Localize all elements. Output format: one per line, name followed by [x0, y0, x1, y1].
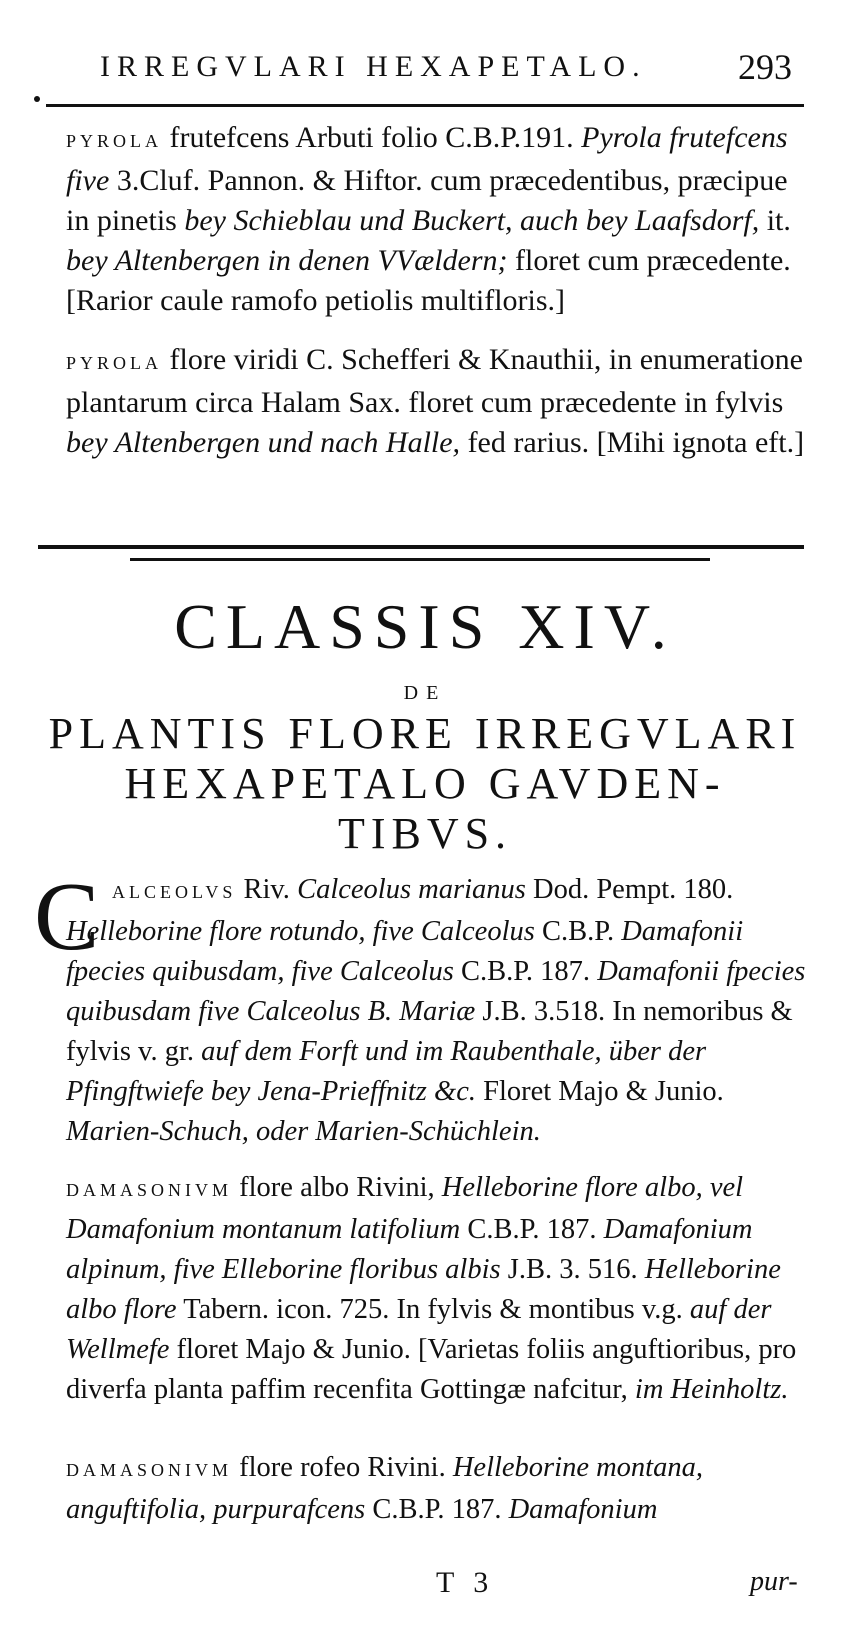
- page-number: 293: [738, 47, 792, 87]
- text-run: flore viridi C. Schefferi & Knauthii, in enumeratione plantarum circa Halam Sax. floret cum præcedente in fylvis: [66, 343, 803, 419]
- italic-run: auf der Wellmefe: [66, 1294, 772, 1365]
- running-title: IRREGVLARI HEXAPETALO.: [100, 50, 647, 83]
- italic-run: Marien-Schuch, oder Marien-Schüchlein.: [66, 1116, 541, 1147]
- text-run: floret cum præcedente. [Rarior caule ramofo petiolis multifloris.]: [66, 244, 791, 317]
- italic-run: Helleborine albo flore: [66, 1254, 781, 1325]
- italic-run: Damafonium: [508, 1494, 658, 1525]
- italic-run: Helleborine montana, anguftifolia, purpurafcens: [66, 1452, 703, 1525]
- class-subheading-line3: TIBVS.: [337, 809, 513, 858]
- text-run: C.B.P. 187.: [460, 1214, 604, 1245]
- text-run: frutefcens Arbuti folio C.B.P.191.: [162, 121, 582, 154]
- calceolus-entry: [66, 870, 808, 1152]
- text-run: flore albo Rivini,: [232, 1172, 442, 1203]
- italic-run: bey Schieblau und Buckert, auch bey Laafsdorf,: [184, 204, 760, 237]
- section-rule-thin: [130, 558, 710, 561]
- text-run: 3.Cluf. Pannon. & Hiftor. cum præcedentibus, præcipue in pinetis: [66, 164, 788, 237]
- class-subheading-line2: HEXAPETALO GAVDEN-: [124, 759, 726, 808]
- damasonium-albo-entry: [66, 1168, 808, 1410]
- drop-cap: C: [34, 863, 100, 971]
- pyrola-small-caps: PYROLA: [66, 131, 163, 151]
- text-run: Riv.: [236, 874, 298, 905]
- pyrola-small-caps: PYROLA: [66, 353, 163, 373]
- calceolus-small-caps: ALCEOLVS: [112, 882, 237, 902]
- text-run: fed rarius. [Mihi ignota eft.]: [460, 426, 805, 459]
- class-de: DE: [403, 682, 447, 704]
- damasonium-roseo-entry: [66, 1448, 808, 1530]
- text-run: flore rofeo Rivini.: [232, 1452, 453, 1483]
- section-rule-thick: [38, 545, 804, 549]
- italic-run: Helleborine flore albo, vel Damafonium montanum latifolium: [66, 1172, 744, 1245]
- italic-run: Pyrola frutefcens five: [66, 121, 788, 197]
- damasonium-small-caps: DAMASONIVM: [66, 1460, 233, 1480]
- text-run: C.B.P. 187.: [365, 1494, 509, 1525]
- italic-run: bey Altenbergen in denen VVældern;: [66, 244, 508, 277]
- header-rule: [46, 104, 804, 107]
- header-dot: [34, 96, 40, 102]
- text-run: it.: [759, 204, 791, 237]
- class-subheading-line1: PLANTIS FLORE IRREGVLARI: [48, 709, 802, 758]
- italic-run: Damafonii fpecies quibusdam, five Calceolus: [66, 916, 744, 987]
- italic-run: im Heinholtz.: [634, 1374, 789, 1405]
- text-run: C.B.P.: [534, 916, 622, 947]
- text-run: J.B. 3. 516.: [500, 1254, 645, 1285]
- text-run: Tabern. icon. 725. In fylvis & montibus v.g.: [176, 1294, 690, 1325]
- damasonium-small-caps: DAMASONIVM: [66, 1180, 233, 1200]
- italic-run: auf dem Forft und im Raubenthale, über der Pfingftwiefe bey Jena-Prieffnitz &c.: [66, 1036, 707, 1107]
- text-run: floret Majo & Junio. [Varietas foliis anguftioribus, pro diverfa planta paffim recenfita Gottingæ nafcitur,: [66, 1334, 797, 1405]
- italic-run: Damafonium alpinum, five Elleborine floribus albis: [66, 1214, 753, 1285]
- italic-run: bey Altenbergen und nach Halle,: [66, 426, 461, 459]
- pyrola-fruticosa-entry: [66, 118, 806, 321]
- pyrola-viridi-entry: [66, 340, 806, 463]
- italic-run: Calceolus marianus: [297, 874, 526, 905]
- catchword: pur-: [750, 1566, 798, 1597]
- text-run: C.B.P. 187.: [453, 956, 598, 987]
- class-title: CLASSIS XIV.: [174, 591, 676, 662]
- text-run: J.B. 3.518. In nemoribus & fylvis v. gr.: [66, 996, 793, 1067]
- text-run: Floret Majo & Junio.: [475, 1076, 724, 1107]
- italic-run: Helleborine flore rotundo, five Calceolus: [66, 916, 535, 947]
- signature-mark: T 3: [436, 1566, 495, 1599]
- text-run: Dod. Pempt. 180.: [525, 874, 734, 905]
- italic-run: Damafonii fpecies quibusdam five Calceolus B. Mariæ: [66, 956, 806, 1027]
